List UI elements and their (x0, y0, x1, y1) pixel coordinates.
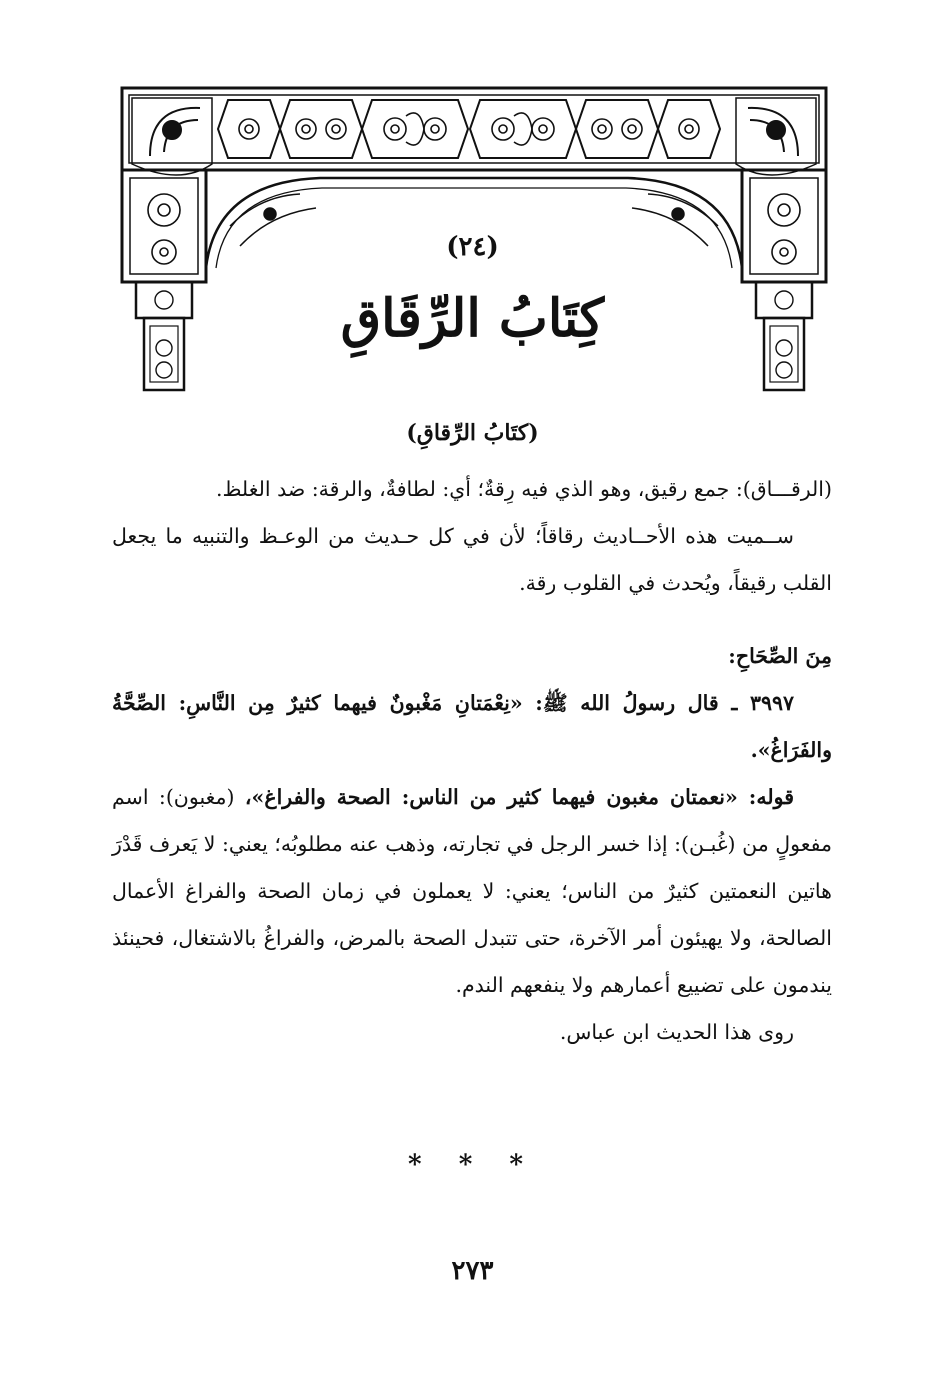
commentary (112, 774, 832, 1009)
paragraph-definition: (الرقـــاق): جمع رقيق، وهو الذي فيه رِقةٌ؛ أي: لطافةٌ، والرقة: ضد الغلظ. (215, 477, 832, 501)
section-title: (كتَابُ الرِّقاقِ) (406, 420, 539, 446)
spacer (112, 607, 832, 633)
chapter-title: كِتَابُ الرِّقَاقِ (340, 288, 605, 349)
subheading: مِنَ الصِّحَاحِ: (728, 644, 832, 668)
commentary-body: (مغبون): اسم مفعولٍ من (غُبـن): إذا خسر الرجل في تجارته، وذهب عنه مطلوبُه؛ يعني: لا يَعرف قَدْرَ هاتين النعمتين كثيرٌ من الناس؛ يعني: لا يعملون في زمان الصحة والفراغ الأعمال الصالحة، ولا يهيئون أمر الآخرة، حتى تتبدل الصحة بالمرض، والفراغُ بالاشتغال، فحينئذ يندمون على تضييع أعمارهم ولا ينفعهم الندم. (112, 785, 832, 997)
chapter-number: (٢٤) (446, 232, 499, 262)
body-text (112, 466, 832, 1056)
section-separator: * * * (408, 1150, 537, 1180)
page-number: ٢٧٣ (451, 1256, 494, 1286)
paragraph-naming: ســميت هذه الأحــاديث رقاقاً؛ لأن في كل حـديث من الوعـظ والتنبيه ما يجعل القلب رقيقاً، ويُحدث في القلوب رقة. (112, 524, 832, 595)
commentary-lead: قوله: «نعمتان مغبون فيهما كثير من الناس: الصحة والفراغ»، (244, 785, 794, 809)
narration: روى هذا الحديث ابن عباس. (559, 1020, 794, 1044)
hadith-text: ٣٩٩٧ ـ قال رسولُ الله ﷺ: «نِعْمَتانِ مَغْبونٌ فيهما كثيرٌ مِن النَّاسِ: الصِّحَّةُ والفَرَاغُ». (112, 691, 832, 762)
